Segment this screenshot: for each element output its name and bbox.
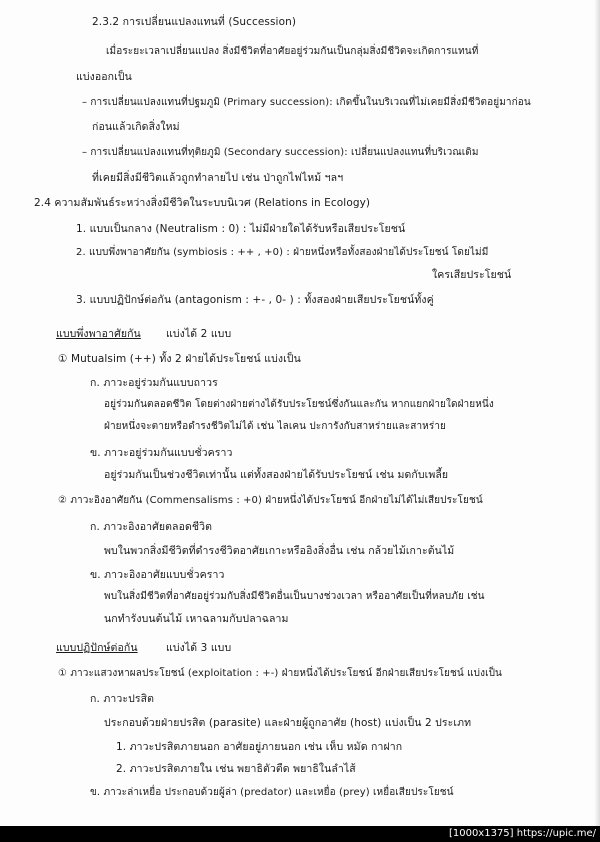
text-line: ② ภาวะอิงอาศัยกัน (Commensalisms : +0) ฝ่ายหนึ่งได้ประโยชน์ อีกฝ่ายไม่ได้ไม่เสียประโยชน์ — [58, 495, 483, 506]
section-heading-symbiosis: แบบพึ่งพาอาศัยกัน — [56, 328, 141, 340]
text-line: 1. ภาวะปรสิตภายนอก อาศัยอยู่ภายนอก เช่น เห็บ หมัด กาฝาก — [116, 741, 403, 753]
text-line: ใครเสียประโยชน์ — [432, 269, 512, 281]
text-line: แบ่งได้ 3 แบบ — [166, 642, 232, 654]
text-line: แบ่งได้ 2 แบบ — [166, 328, 232, 340]
text-line: 2. แบบพึ่งพาอาศัยกัน (symbiosis : ++ , +0) : ฝ่ายหนึ่งหรือทั้งสองฝ่ายได้ประโยชน์ โดยไม่มี — [76, 247, 489, 258]
text-line: ประกอบด้วยฝ่ายปรสิต (parasite) และฝ่ายผู้ถูกอาศัย (host) แบ่งเป็น 2 ประเภท — [104, 717, 472, 729]
text-line: อยู่ร่วมกันตลอดชีวิต โดยต่างฝ่ายต่างได้รับประโยชน์ซึ่งกันและกัน หากแยกฝ่ายใดฝ่ายหนึ่ง — [104, 399, 494, 410]
text-line: พบในสิ่งมีชีวิตที่อาศัยอยู่ร่วมกับสิ่งมีชีวิตอื่นเป็นบางช่วงเวลา หรืออาศัยเป็นที่หลบภัย เช่น — [104, 591, 485, 602]
text-line: 3. แบบปฏิปักษ์ต่อกัน (antagonism : +- , 0- ) : ทั้งสองฝ่ายเสียประโยชน์ทั้งคู่ — [76, 294, 434, 306]
text-line: – การเปลี่ยนแปลงแทนที่ปฐมภูมิ (Primary succession): เกิดขึ้นในบริเวณที่ไม่เคยมีสิ่งมีชีวิตอยู่มาก่อน — [82, 97, 531, 108]
text-line: ข. ภาวะล่าเหยื่อ ประกอบด้วยผู้ล่า (predator) และเหยื่อ (prey) เหยื่อเสียประโยชน์ — [90, 787, 454, 798]
text-line: 1. แบบเป็นกลาง (Neutralism : 0) : ไม่มีฝ่ายใดได้รับหรือเสียประโยชน์ — [76, 223, 406, 235]
section-heading-antagonism: แบบปฏิปักษ์ต่อกัน — [56, 642, 138, 654]
text-line: เมื่อระยะเวลาเปลี่ยนแปลง สิ่งมีชีวิตที่อาศัยอยู่ร่วมกันเป็นกลุ่มสิ่งมีชีวิตจะเกิดการแทนที่ — [106, 46, 479, 57]
text-line: ก. ภาวะอยู่ร่วมกันแบบถาวร — [90, 377, 218, 389]
text-line: ฝ่ายหนึ่งจะตายหรือดำรงชีวิตไม่ได้ เช่น ไลเคน ปะการังกับสาหร่ายและสาหร่าย — [104, 421, 446, 432]
text-line: พบในพวกสิ่งมีชีวิตที่ดำรงชีวิตอาศัยเกาะหรืออิงสิ่งอื่น เช่น กล้วยไม้เกาะต้นไม้ — [104, 545, 455, 557]
text-line: อยู่ร่วมกันเป็นช่วงชีวิตเท่านั้น แต่ทั้งสองฝ่ายได้รับประโยชน์ เช่น มดกับเพลี้ย — [104, 469, 449, 481]
text-line: ก่อนแล้วเกิดสิ่งใหม่ — [92, 121, 180, 133]
text-line: 2. ภาวะปรสิตภายใน เช่น พยาธิตัวตืด พยาธิในลำไส้ — [116, 763, 356, 775]
heading-2-3-2: 2.3.2 การเปลี่ยนแปลงแทนที่ (Succession) — [92, 16, 297, 28]
text-line: ที่เคยมีสิ่งมีชีวิตแล้วถูกทำลายไป เช่น ป่าถูกไฟไหม้ ฯลฯ — [92, 172, 344, 184]
text-line: ① Mutualsim (++) ทั้ง 2 ฝ่ายได้ประโยชน์ แบ่งเป็น — [58, 353, 301, 365]
text-line: แบ่งออกเป็น — [76, 71, 132, 83]
heading-2-4: 2.4 ความสัมพันธ์ระหว่างสิ่งมีชีวิตในระบบนิเวศ (Relations in Ecology) — [34, 197, 371, 209]
text-line: ก. ภาวะอิงอาศัยตลอดชีวิต — [90, 521, 213, 533]
text-line: ก. ภาวะปรสิต — [90, 693, 155, 705]
text-line: – การเปลี่ยนแปลงแทนที่ทุติยภูมิ (Secondary succession): เปลี่ยนแปลงแทนที่บริเวณเดิม — [82, 147, 479, 158]
image-host-footer: [1000x1375] https://upic.me/ — [0, 826, 600, 842]
text-line: ข. ภาวะอิงอาศัยแบบชั่วคราว — [90, 569, 225, 581]
text-line: นกทำรังบนต้นไม้ เหาฉลามกับปลาฉลาม — [104, 613, 289, 625]
text-line: ① ภาวะแสวงหาผลประโยชน์ (exploitation : +-) ฝ่ายหนึ่งได้ประโยชน์ อีกฝ่ายเสียประโยชน์ แบ่งเป็น — [58, 668, 502, 679]
text-line: ข. ภาวะอยู่ร่วมกันแบบชั่วคราว — [90, 447, 233, 459]
page-edge-shadow — [594, 0, 600, 826]
